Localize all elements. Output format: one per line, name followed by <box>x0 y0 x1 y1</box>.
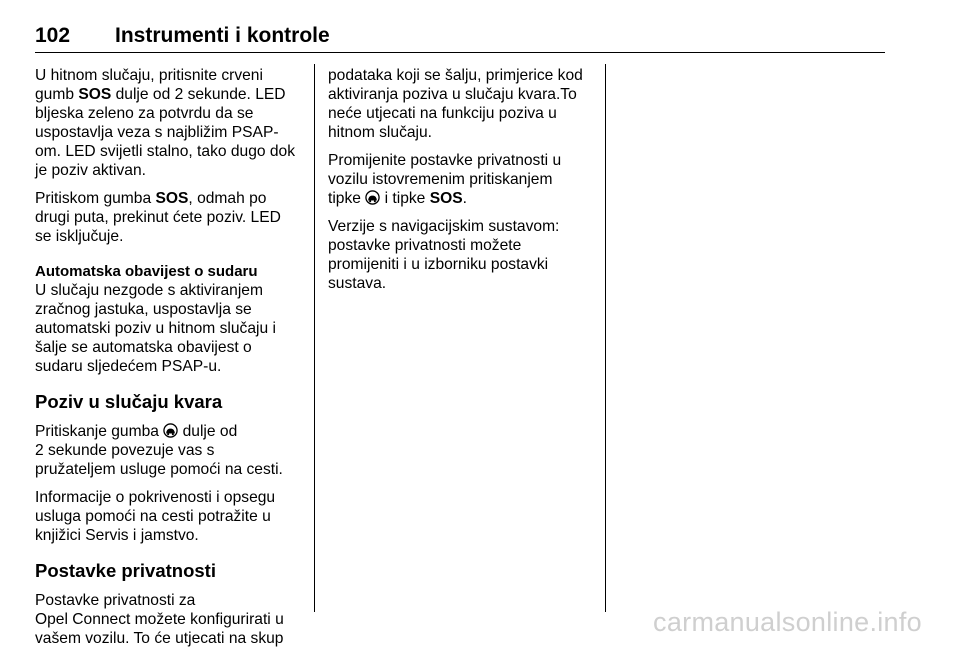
paragraph-coverage: Informacije o pokrivenosti i opsegu usluga pomoći na cesti potražite u knjižici Servis i jamstvo. <box>35 489 276 544</box>
sos-button-label: SOS <box>78 86 112 103</box>
middle-column <box>328 66 600 302</box>
paragraph-change-privacy: Promijenite postavke privatnosti u vozilu istovremenim pritiskanjem tipke i tipke SOS. <box>328 152 562 207</box>
section-title: Instrumenti i kontrole <box>115 24 330 47</box>
heading-crash-notification: Automatska obavijest o sudaru <box>35 263 258 280</box>
heading-privacy-settings: Postavke privatnosti <box>35 560 216 581</box>
roadside-assistance-icon <box>163 423 178 438</box>
paragraph-data-sent: podataka koji se šalju, primjerice kod aktiviranja poziva u slučaju kvara.To neće utjecati na funkciju poziva u hitnom slučaju. <box>328 67 583 141</box>
sos-button-label: SOS <box>155 190 189 207</box>
watermark: carmanualsonline.info <box>653 607 922 637</box>
page-header <box>35 24 885 53</box>
left-column <box>35 66 307 657</box>
paragraph-crash: U slučaju nezgode s aktiviranjem zračnog jastuka, uspostavlja se automatski poziv u hitnom slučaju i šalje se automatska obavijest o sudaru sljedećem PSAP-u. <box>35 282 276 375</box>
paragraph-sos: U hitnom slučaju, pritisnite crveni gumb SOS dulje od 2 sekunde. LED bljeska zeleno za potvrdu da se uspostavlja veza s najbližim PSAP- om. LED svijetli stalno, tako dugo dok je poziv aktivan. <box>35 67 296 179</box>
column-divider <box>605 64 606 612</box>
page-number: 102 <box>35 24 71 47</box>
column-divider <box>314 64 315 612</box>
heading-breakdown-call: Poziv u slučaju kvara <box>35 391 223 412</box>
paragraph-cancel: Pritiskom gumba SOS, odmah po drugi puta, prekinut ćete poziv. LED se isključuje. <box>35 190 281 245</box>
roadside-assistance-icon <box>365 190 380 205</box>
sos-button-label: SOS <box>429 190 463 207</box>
paragraph-privacy: Postavke privatnosti za Opel Connect možete konfigurirati u vašem vozilu. To će utjecati na skup <box>35 592 284 647</box>
paragraph-navigation-versions: Verzije s navigacijskim sustavom: postavke privatnosti možete promijeniti i u izborniku postavki sustava. <box>328 218 560 292</box>
paragraph-breakdown: Pritiskanje gumba dulje od 2 sekunde povezuje vas s pružateljem usluge pomoći na cesti. <box>35 423 283 478</box>
